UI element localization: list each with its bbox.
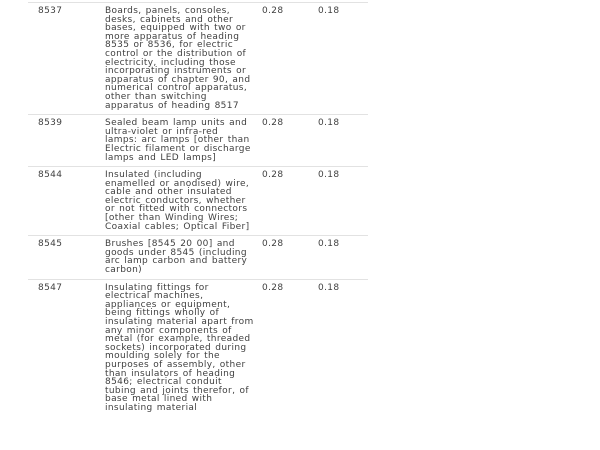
heading-code: 8537 <box>38 6 63 16</box>
heading-code: 8544 <box>38 170 63 181</box>
description-cell: Insulating fittings for electrical machines, appliances or equipment, being fittings wholly of insulating material apart from any minor components of metal (for example, threaded sockets) incorporated during moulding solely for the purposes of assembly, other than insulators of heading 8546; electrical conduit tubing and joints therefor, of base metal lined with insulating material <box>105 282 254 413</box>
new-rate-cell: 0.18 <box>318 118 340 129</box>
description-cell: Boards, panels, consoles, desks, cabinets and other bases, equipped with two or more apparatus of heading 8535 or 8536, for electric control or the distribution of electricity, including those incorporating instruments or apparatus of chapter 90, and numerical control apparatus, other than switching apparatus of heading 8517 <box>105 6 251 111</box>
heading-code: 8545 <box>38 239 63 250</box>
new-rate-cell: 0.18 <box>318 282 340 293</box>
description-cell: Sealed beam lamp units and ultra-violet or infra-red lamps: arc lamps [other than Electric filament or discharge lamps and LED lamps] <box>105 118 251 163</box>
new-rate-cell: 0.18 <box>318 6 340 16</box>
heading-code: 8547 <box>38 282 63 293</box>
old-rate-cell: 0.28 <box>262 239 284 250</box>
description-cell: Insulated (including enamelled or anodised) wire, cable and other insulated electric conductors, whether or not fitted with connectors [other than Winding Wires; Coaxial cables; Optical Fiber] <box>105 170 250 232</box>
old-rate-cell: 0.28 <box>262 170 284 181</box>
old-rate-cell: 0.28 <box>262 282 284 293</box>
old-rate-cell: 0.28 <box>262 118 284 129</box>
heading-code: 8539 <box>38 118 63 129</box>
description-cell: Brushes [8545 20 00] and goods under 8545 (including arc lamp carbon and battery carbon) <box>105 239 248 276</box>
new-rate-cell: 0.18 <box>318 239 340 250</box>
table-row <box>28 235 368 278</box>
table-row <box>28 2 368 114</box>
table-row <box>28 114 368 166</box>
old-rate-cell: 0.28 <box>262 6 284 16</box>
tariff-rate-table <box>28 2 368 417</box>
table-row <box>28 166 368 235</box>
table-row <box>28 279 368 417</box>
new-rate-cell: 0.18 <box>318 170 340 181</box>
